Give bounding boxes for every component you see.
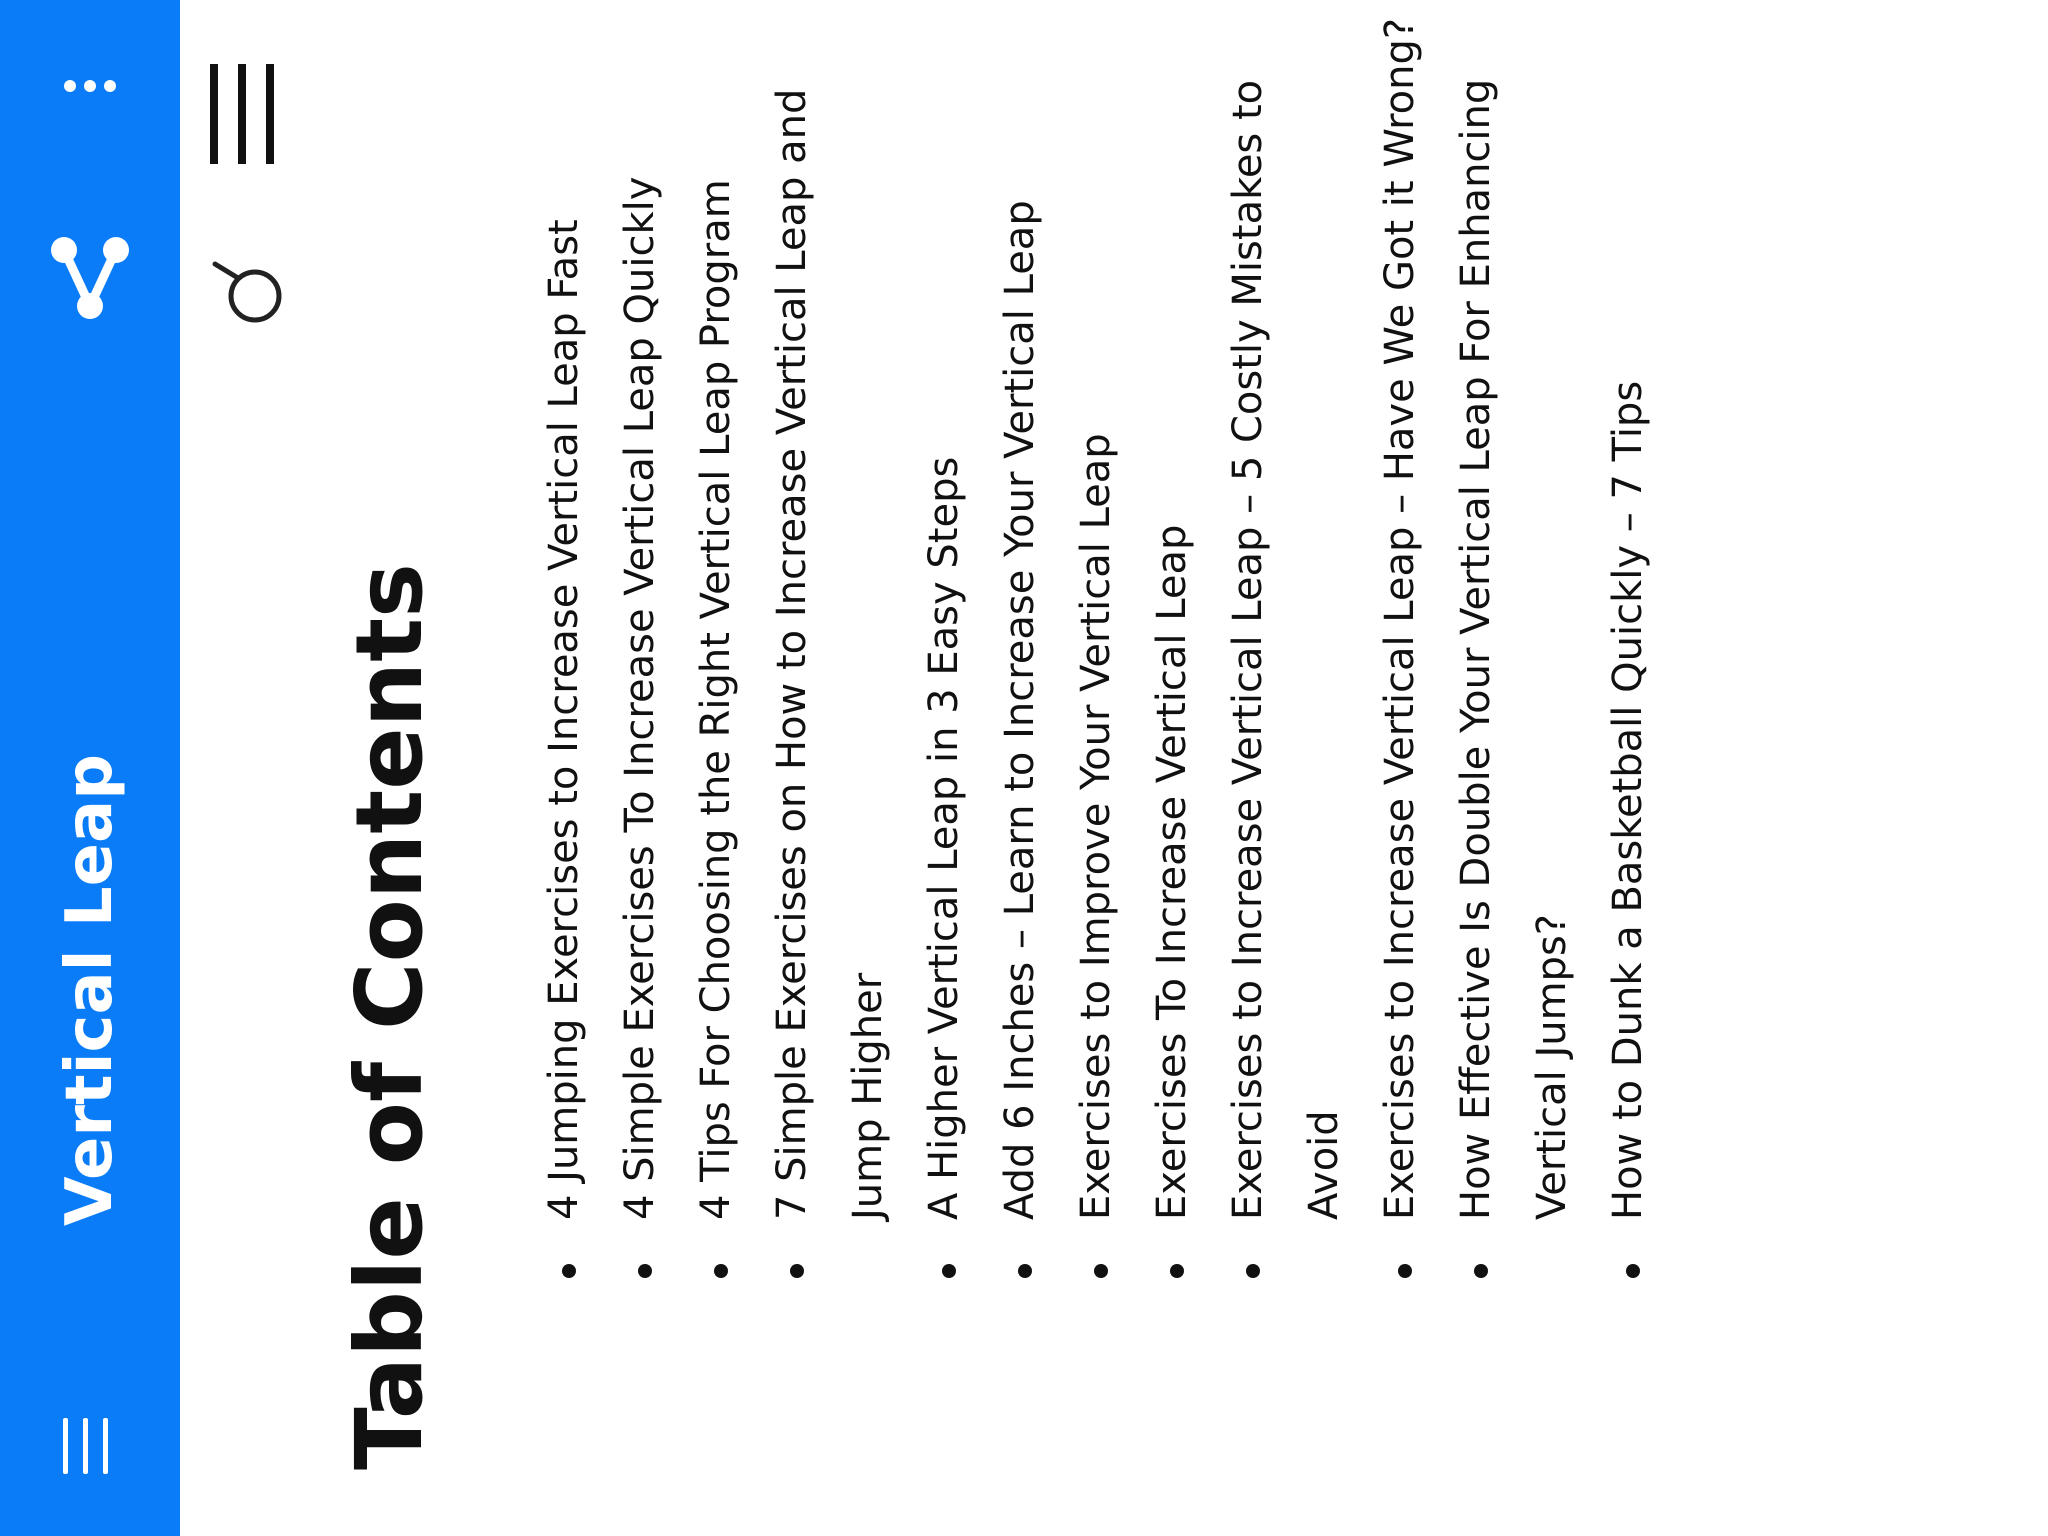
toc-link[interactable]: Add 6 Inches – Learn to Increase Your Vertical Leap [997, 200, 1043, 1220]
bullet-icon [942, 1264, 956, 1278]
toc-list [526, 0, 1666, 1536]
toc-link[interactable]: How Effective Is Double Your Vertical Leap For Enhancing Vertical Jumps? [1453, 78, 1575, 1220]
toc-item[interactable] [1362, 0, 1438, 1536]
bullet-icon [1626, 1264, 1640, 1278]
toc-link[interactable]: 4 Simple Exercises To Increase Vertical Leap Quickly [617, 176, 663, 1220]
toc-item[interactable] [1058, 0, 1134, 1536]
bullet-icon [1094, 1264, 1108, 1278]
hamburger-icon[interactable] [63, 1418, 108, 1474]
search-icon[interactable] [205, 246, 295, 336]
toc-link[interactable]: Exercises to Increase Vertical Leap – 5 Costly Mistakes to Avoid [1225, 79, 1347, 1220]
toc-link[interactable]: A Higher Vertical Leap in 3 Easy Steps [921, 456, 967, 1220]
toc-link[interactable]: 4 Tips For Choosing the Right Vertical Leap Program [693, 179, 739, 1220]
bullet-icon [1018, 1264, 1032, 1278]
bullet-icon [1246, 1264, 1260, 1278]
toc-item[interactable] [1134, 0, 1210, 1536]
toc-link[interactable]: How to Dunk a Basketball Quickly – 7 Tips [1605, 380, 1651, 1220]
toc-item[interactable] [754, 0, 906, 1536]
bullet-icon [714, 1264, 728, 1278]
toc-item[interactable] [1210, 0, 1362, 1536]
bullet-icon [638, 1264, 652, 1278]
app-title: Vertical Leap [53, 753, 127, 1226]
toc-link[interactable]: Exercises To Increase Vertical Leap [1149, 524, 1195, 1220]
toc-link[interactable]: Exercises to Improve Your Vertical Leap [1073, 433, 1119, 1220]
more-vertical-icon[interactable] [60, 56, 120, 116]
toc-item[interactable] [906, 0, 982, 1536]
bullet-icon [1398, 1264, 1412, 1278]
toc-content [336, 0, 2048, 1536]
toc-link[interactable]: 7 Simple Exercises on How to Increase Vertical Leap and Jump Higher [769, 88, 891, 1220]
toc-item[interactable] [982, 0, 1058, 1536]
toc-item[interactable] [678, 0, 754, 1536]
menu-icon[interactable] [210, 64, 280, 164]
app-bar [0, 0, 180, 1536]
bullet-icon [1170, 1264, 1184, 1278]
toc-link[interactable]: 4 Jumping Exercises to Increase Vertical Leap Fast [541, 219, 587, 1220]
bullet-icon [790, 1264, 804, 1278]
toc-item[interactable] [1438, 0, 1590, 1536]
toc-link[interactable]: Exercises to Increase Vertical Leap – Have We Got it Wrong? [1377, 17, 1423, 1220]
toc-item[interactable] [602, 0, 678, 1536]
share-icon[interactable] [42, 230, 138, 326]
toolbar [180, 0, 340, 1536]
toc-item[interactable] [1590, 0, 1666, 1536]
bullet-icon [1474, 1264, 1488, 1278]
toc-heading: Table of Contents [336, 563, 443, 1470]
bullet-icon [562, 1264, 576, 1278]
toc-item[interactable] [526, 0, 602, 1536]
